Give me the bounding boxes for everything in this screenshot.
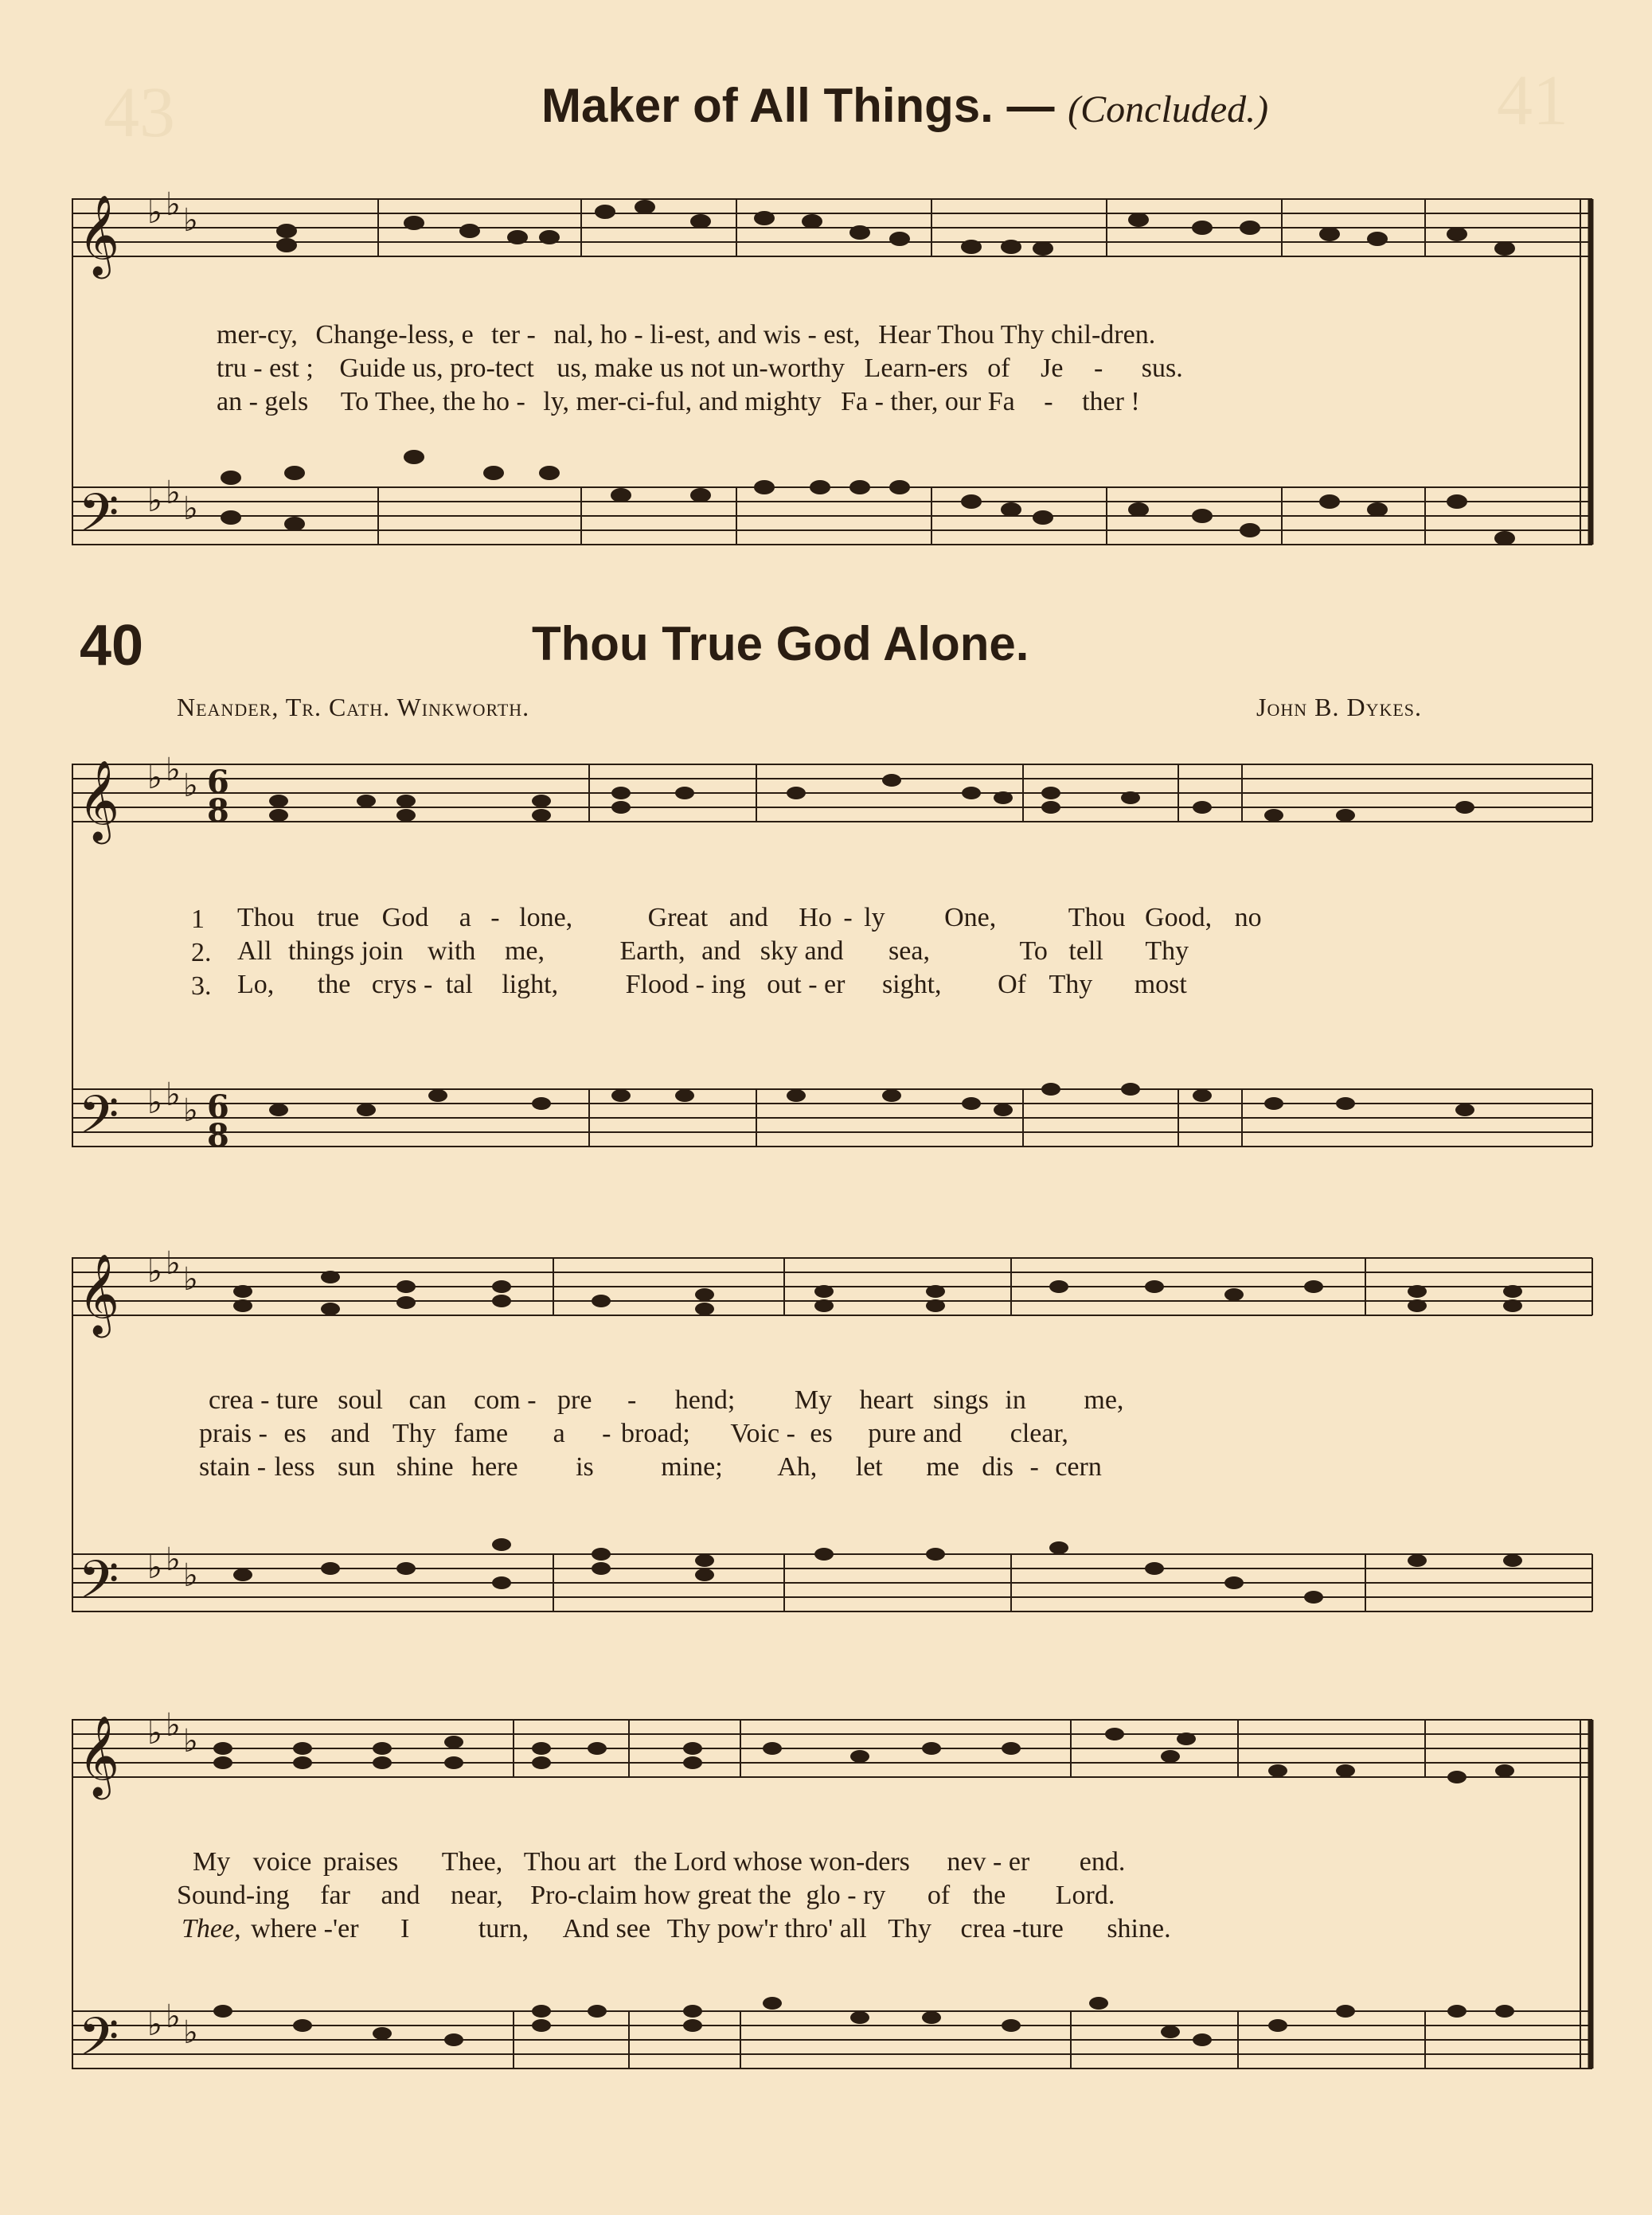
s2-v1-w7: hend; (674, 1385, 736, 1415)
s3-v3-w7: Thy (888, 1914, 932, 1943)
s3-v1-w5: Thou art (523, 1847, 616, 1877)
top-verse-3-phrase-3: ly, mer-ci-ful, and mighty (543, 387, 822, 416)
s3-v1-w6: the Lord whose won-ders (634, 1847, 910, 1877)
s1-v3-w1: Lo, (237, 970, 275, 999)
system-1-verse-2 (237, 938, 1189, 965)
s3-v2-w5: Pro-claim how great the (530, 1881, 791, 1910)
svg-text:♭: ♭ (183, 202, 198, 239)
s1-v1-w11: Thou (1068, 903, 1126, 932)
svg-text:𝄞: 𝄞 (78, 1714, 120, 1796)
s2-v2-w5: fame (454, 1419, 509, 1448)
s1-v2-w1: All (237, 936, 272, 966)
system-2-verse-1 (209, 1387, 1123, 1414)
svg-text:♭: ♭ (147, 1253, 162, 1290)
svg-text:♭: ♭ (183, 1723, 198, 1760)
svg-text:♭: ♭ (183, 768, 198, 804)
s2-v3-w4: shine (396, 1452, 454, 1482)
s3-v2-w6: glo - ry (806, 1881, 886, 1910)
s2-v2-w8: broad; (621, 1419, 690, 1448)
s2-v2-w12: clear, (1010, 1419, 1068, 1448)
s3-v3-w6: Thy pow'r thro' all (666, 1914, 867, 1943)
s2-v1-w4: com - (474, 1385, 537, 1415)
s2-v2-w6: a (553, 1419, 565, 1448)
s2-v3-w10: me (926, 1452, 959, 1482)
s1-v3-w2: the (317, 970, 351, 999)
top-verse-2-phrase-4: Learn-ers (864, 354, 968, 383)
s2-v3-w5: here (471, 1452, 518, 1482)
s2-v1-w8: My (794, 1385, 833, 1415)
svg-text:♭: ♭ (166, 1998, 181, 2035)
top-verse-3-phrase-4: Fa - ther, our Fa (841, 387, 1015, 416)
s1-v2-w9: To (1019, 936, 1048, 966)
svg-text:♭: ♭ (147, 1084, 162, 1121)
s3-v3-w9: shine. (1107, 1914, 1171, 1943)
s1-v3-w5: light, (502, 970, 559, 999)
s3-v3-w2: where -'er (251, 1914, 359, 1943)
top-verse-1-line (217, 322, 1155, 349)
s1-v3-w3: crys - (371, 970, 433, 999)
svg-text:𝄢: 𝄢 (78, 482, 119, 557)
composer-name: John B. Dykes. (1256, 693, 1423, 721)
s1-v1-w7: Great (647, 903, 709, 932)
s1-v2-w6: and (701, 936, 741, 966)
s2-v1-w6: - (627, 1385, 637, 1415)
top-verse-2-phrase-5: of (987, 354, 1010, 383)
hymn-composer-credit (1256, 693, 1422, 722)
s1-v2-w2: things join (287, 936, 404, 966)
s2-v3-w9: let (855, 1452, 883, 1482)
svg-text:♭: ♭ (183, 1092, 198, 1129)
top-verse-1-phrase-3: ter - (491, 320, 536, 350)
s2-v1-w1: crea - ture (209, 1385, 318, 1415)
top-verse-3-phrase-6: ther ! (1082, 387, 1140, 416)
bleed-through-page-number-left: 43 (103, 73, 175, 152)
s1-v1-w13: no (1234, 903, 1262, 932)
svg-text:♭: ♭ (166, 1245, 181, 1282)
s1-v3-w4: tal (445, 970, 473, 999)
s2-v2-w7: - (602, 1419, 611, 1448)
svg-text:6: 6 (207, 1088, 229, 1126)
top-verse-2-phrase-3: us, make us not un-worthy (557, 354, 846, 383)
s2-v2-w11: pure and (868, 1419, 963, 1448)
s3-v2-w8: the (972, 1881, 1006, 1910)
s3-v2-w2: far (320, 1881, 350, 1910)
s3-v2-w9: Lord. (1055, 1881, 1115, 1910)
s1-v1-w9: Ho - ly (799, 903, 885, 932)
s2-v1-w9: heart (859, 1385, 914, 1415)
s3-v2-w4: near, (451, 1881, 503, 1910)
s1-v1-w2: true (317, 903, 360, 932)
s1-v2-w4: me, (504, 936, 545, 966)
system-2-verse-2 (199, 1420, 1068, 1447)
svg-text:♭: ♭ (183, 1261, 198, 1298)
top-verse-1-phrase-2: Change-less, e (315, 320, 474, 350)
svg-text:♭: ♭ (183, 1557, 198, 1594)
s1-v3-w10: Thy (1049, 970, 1093, 999)
s2-v2-w1: prais - (199, 1419, 268, 1448)
top-verse-3-phrase-5: - (1044, 387, 1053, 416)
s2-v2-w3: and (330, 1419, 370, 1448)
hymn-number: 40 (80, 614, 144, 678)
s1-v3-w7: out - er (767, 970, 846, 999)
svg-text:𝄞: 𝄞 (78, 759, 120, 841)
top-verse-3-line (217, 389, 1140, 416)
s2-v1-w3: can (408, 1385, 447, 1415)
svg-text:♭: ♭ (147, 1549, 162, 1586)
svg-text:♭: ♭ (147, 194, 162, 231)
svg-text:♭: ♭ (147, 482, 162, 519)
verse-number-3: 3. (191, 971, 212, 1001)
s3-v3-w4: turn, (478, 1914, 529, 1943)
author-name: Neander, Tr. Cath. Winkworth. (177, 693, 530, 721)
svg-text:♭: ♭ (147, 760, 162, 796)
system-3-verse-1 (193, 1849, 1125, 1876)
s1-v3-w11: most (1134, 970, 1187, 999)
s2-v1-w5: pre (557, 1385, 592, 1415)
svg-text:♭: ♭ (166, 1707, 181, 1744)
s2-v2-w2: es (283, 1419, 307, 1448)
s2-v3-w6: is (576, 1452, 594, 1482)
s1-v1-w5: - (490, 903, 500, 932)
svg-text:𝄞: 𝄞 (78, 193, 120, 275)
s1-v1-w12: Good, (1145, 903, 1213, 932)
concluded-label: (Concluded.) (1068, 88, 1269, 131)
verse-number-2: 2. (191, 938, 212, 967)
top-verse-2-phrase-1: tru - est ; (217, 354, 314, 383)
s3-v1-w4: Thee, (441, 1847, 503, 1877)
svg-text:𝄢: 𝄢 (78, 2006, 119, 2080)
system-3-verse-3 (182, 1916, 1171, 1943)
system-1-verse-3 (237, 971, 1187, 998)
s1-v1-w3: God (381, 903, 429, 932)
system-1-verse-1 (237, 904, 1262, 932)
s1-v2-w7: sky and (760, 936, 844, 966)
hymn-title: Thou True God Alone. (532, 617, 1029, 670)
s2-v2-w10: es (810, 1419, 833, 1448)
s2-v1-w2: soul (338, 1385, 383, 1415)
top-verse-2-phrase-8: sus. (1141, 354, 1183, 383)
top-verse-2-phrase-7: - (1093, 354, 1103, 383)
s3-v3-w1: Thee, (182, 1914, 241, 1943)
system-2-staves (72, 1242, 1600, 1656)
s2-v3-w3: sun (338, 1452, 376, 1482)
svg-text:8: 8 (207, 1117, 229, 1154)
verse-number-1: 1 (191, 904, 205, 934)
concluded-hymn-title (541, 78, 1268, 133)
svg-text:♭: ♭ (166, 186, 181, 223)
s1-v2-w10: tell (1068, 936, 1103, 966)
svg-text:♭: ♭ (166, 475, 181, 511)
s1-v3-w9: Of (998, 970, 1026, 999)
svg-text:♭: ♭ (166, 752, 181, 788)
s1-v1-w10: One, (944, 903, 997, 932)
svg-text:𝄞: 𝄞 (78, 1252, 120, 1334)
s3-v1-w8: end. (1079, 1847, 1126, 1877)
top-verse-2-phrase-2: Guide us, pro-tect (339, 354, 534, 383)
s3-v3-w5: And see (562, 1914, 651, 1943)
top-verse-3-phrase-2: To Thee, the ho - (340, 387, 525, 416)
svg-text:8: 8 (207, 792, 229, 830)
s3-v1-w3: praises (322, 1847, 399, 1877)
s2-v3-w1: stain - (199, 1452, 267, 1482)
system-3-notation (72, 1704, 1600, 2118)
s2-v3-w2: less (274, 1452, 315, 1482)
s3-v1-w2: voice (252, 1847, 312, 1877)
s3-v2-w1: Sound-ing (177, 1881, 290, 1910)
s1-v3-w6: Flood - ing (625, 970, 746, 999)
s1-v2-w8: sea, (888, 936, 930, 966)
svg-text:6: 6 (207, 764, 229, 801)
s1-v2-w5: Earth, (619, 936, 685, 966)
s2-v1-w10: sings (933, 1385, 989, 1415)
top-verse-3-phrase-1: an - gels (217, 387, 309, 416)
s2-v2-w9: Voic - (730, 1419, 795, 1448)
top-verse-2-line (217, 355, 1183, 382)
s1-v3-w8: sight, (881, 970, 942, 999)
s2-v3-w13: cern (1055, 1452, 1102, 1482)
s2-v3-w11: dis (982, 1452, 1013, 1482)
concluded-hymn-title-main: Maker of All Things. — (541, 79, 1068, 132)
s2-v3-w8: Ah, (777, 1452, 818, 1482)
svg-text:♭: ♭ (183, 2014, 198, 2051)
top-verse-1-phrase-5: Hear Thou Thy chil-dren. (878, 320, 1156, 350)
hymn-author-credit (177, 693, 529, 722)
svg-text:𝄢: 𝄢 (78, 1549, 119, 1623)
s1-v1-w4: a (459, 903, 471, 932)
s1-v1-w8: and (728, 903, 768, 932)
s3-v3-w8: crea -ture (960, 1914, 1064, 1943)
system-2-notation (72, 1242, 1600, 1656)
s2-v1-w12: me, (1084, 1385, 1124, 1415)
system-2-verse-3 (199, 1454, 1102, 1481)
svg-text:♭: ♭ (147, 2006, 162, 2043)
s3-v1-w7: nev - er (947, 1847, 1030, 1877)
svg-text:♭: ♭ (166, 1541, 181, 1578)
s3-v2-w7: of (927, 1881, 951, 1910)
system-3-staves (72, 1704, 1600, 2118)
s3-v2-w3: and (381, 1881, 420, 1910)
s2-v3-w7: mine; (661, 1452, 723, 1482)
s1-v2-w11: Thy (1145, 936, 1189, 966)
s3-v3-w3: I (400, 1914, 410, 1943)
top-verse-1-phrase-4: nal, ho - li-est, and wis - est, (553, 320, 861, 350)
top-verse-2-phrase-6: Je (1041, 354, 1064, 383)
svg-text:𝄢: 𝄢 (78, 1084, 119, 1158)
s3-v1-w1: My (193, 1847, 231, 1877)
s2-v2-w4: Thy (392, 1419, 436, 1448)
s2-v3-w12: - (1029, 1452, 1039, 1482)
bleed-through-page-number-right: 41 (1497, 61, 1568, 140)
s1-v2-w3: with (427, 936, 476, 966)
top-verse-1-phrase-1: mer-cy, (217, 320, 298, 350)
svg-text:♭: ♭ (183, 490, 198, 527)
s1-v1-w6: lone, (519, 903, 573, 932)
s2-v1-w11: in (1005, 1385, 1026, 1415)
system-3-verse-2 (177, 1882, 1115, 1909)
svg-text:♭: ♭ (147, 1715, 162, 1752)
s1-v1-w1: Thou (237, 903, 295, 932)
svg-text:♭: ♭ (166, 1076, 181, 1113)
